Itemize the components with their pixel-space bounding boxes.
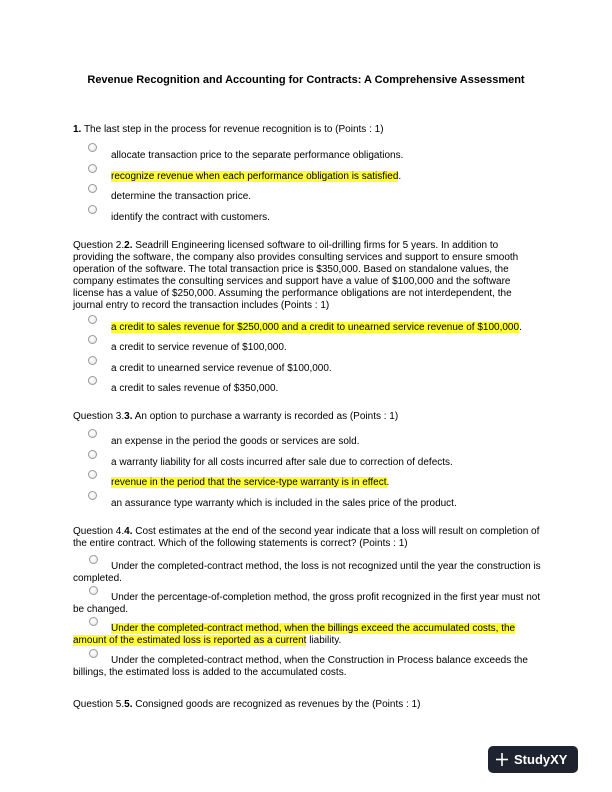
answer-option[interactable] — [73, 555, 541, 585]
answer-option-text: Under the percentage-of-completion method, the gross profit recognized in the first year must not be changed. — [73, 592, 541, 615]
question-3 — [73, 411, 541, 509]
answer-option-text: an expense in the period the goods or services are sold. — [111, 436, 360, 447]
radio-button[interactable] — [88, 143, 97, 152]
answer-option-text: determine the transaction price. — [111, 191, 252, 202]
answer-option[interactable] — [73, 184, 541, 204]
radio-button[interactable] — [88, 205, 97, 214]
answer-option-text: a credit to sales revenue for $250,000 and a credit to unearned service revenue of $100,000. — [111, 322, 522, 333]
answer-option-text: a credit to sales revenue of $350,000. — [111, 383, 279, 394]
answer-highlight: recognize revenue when each performance obligation is satisfied — [111, 171, 399, 182]
radio-button[interactable] — [88, 491, 97, 500]
question-number: 3. — [124, 411, 133, 422]
answer-highlight: revenue in the period that the service-type warranty is in effect — [111, 477, 387, 488]
answer-option-text: a credit to service revenue of $100,000. — [111, 342, 287, 353]
plus-icon — [496, 746, 508, 773]
radio-button[interactable] — [88, 315, 97, 324]
answer-option-text: Under the completed-contract method, the loss is not recognized until the year the construction is completed. — [73, 561, 541, 584]
answer-option[interactable] — [73, 491, 541, 511]
answer-option[interactable] — [73, 164, 541, 184]
question-number: 1. — [73, 124, 82, 135]
answer-option[interactable] — [73, 470, 541, 490]
answer-option-text: Under the completed-contract method, when the Construction in Process balance exceeds the billings, the estimated loss is added to the accumulated costs. — [73, 655, 528, 678]
studyxy-logo — [488, 746, 578, 773]
radio-button[interactable] — [88, 356, 97, 365]
radio-button[interactable] — [89, 555, 98, 564]
question-number: 2. — [124, 240, 133, 251]
answer-highlight: Under the completed-contract method, when the billings exceed the accumulated costs, the amount of the estimated loss is reported as a current — [73, 623, 516, 646]
logo-text: StudyXY — [514, 752, 568, 767]
answer-option[interactable] — [73, 617, 541, 647]
answer-option[interactable] — [73, 335, 541, 355]
answer-option-text: an assurance type warranty which is included in the sales price of the product. — [111, 498, 457, 509]
radio-button[interactable] — [88, 184, 97, 193]
answer-option[interactable] — [73, 429, 541, 449]
question-1 — [73, 124, 541, 223]
document-title: Revenue Recognition and Accounting for Contracts: A Comprehensive Assessment — [87, 74, 525, 86]
answer-option-text: a credit to unearned service revenue of $100,000. — [111, 363, 332, 374]
answer-option[interactable] — [73, 205, 541, 225]
answer-option-text: allocate transaction price to the separate performance obligations. — [111, 150, 404, 161]
question-2 — [73, 240, 541, 394]
answer-option-text: identify the contract with customers. — [111, 212, 270, 223]
radio-button[interactable] — [88, 450, 97, 459]
question-text: Question 5.5. Consigned goods are recognized as revenues by the (Points : 1) — [73, 699, 421, 710]
answer-option[interactable] — [73, 143, 541, 163]
question-text: Question 4.4. Cost estimates at the end of the second year indicate that a loss will result on completion of the entire contract. Which of the following statements is correct? (Points : 1) — [73, 526, 540, 549]
radio-button[interactable] — [88, 335, 97, 344]
question-text: Question 3.3. An option to purchase a warranty is recorded as (Points : 1) — [73, 411, 399, 422]
answer-option-text: a warranty liability for all costs incurred after sale due to correction of defects. — [111, 457, 453, 468]
answer-highlight: a credit to sales revenue for $250,000 and a credit to unearned service revenue of $100,000 — [111, 322, 520, 333]
answer-option[interactable] — [73, 649, 541, 679]
answer-option-text: Under the completed-contract method, when the billings exceed the accumulated costs, the amount of the estimated loss is reported as a current liability. — [73, 623, 516, 646]
radio-button[interactable] — [89, 617, 98, 626]
question-number: 5. — [124, 699, 133, 710]
answer-option[interactable] — [73, 356, 541, 376]
question-number: 4. — [124, 526, 133, 537]
radio-button[interactable] — [88, 470, 97, 479]
radio-button[interactable] — [89, 649, 98, 658]
question-5 — [73, 699, 541, 711]
radio-button[interactable] — [88, 429, 97, 438]
answer-option-text: recognize revenue when each performance obligation is satisfied. — [111, 171, 402, 182]
radio-button[interactable] — [88, 376, 97, 385]
radio-button[interactable] — [89, 586, 98, 595]
answer-option[interactable] — [73, 315, 541, 335]
answer-option[interactable] — [73, 376, 541, 396]
radio-button[interactable] — [88, 164, 97, 173]
answer-option[interactable] — [73, 586, 541, 616]
question-text: 1. The last step in the process for revenue recognition is to (Points : 1) — [73, 124, 384, 135]
question-text: Question 2.2. Seadrill Engineering licensed software to oil-drilling firms for 5 years. In addition to providing the software, the company also provides consulting services and support to ensure smooth operation of the software. The total transaction price is $350,000. Based on standalone values, the company estimates the consulting services and support have a value of $100,000 and the software license has a value of $250,000. Assuming the performance obligations are not interdependent, the journal entry to record the transaction includes (Points : 1) — [73, 240, 519, 311]
answer-option[interactable] — [73, 450, 541, 470]
answer-option-text: revenue in the period that the service-type warranty is in effect. — [111, 477, 390, 488]
question-4 — [73, 526, 541, 550]
